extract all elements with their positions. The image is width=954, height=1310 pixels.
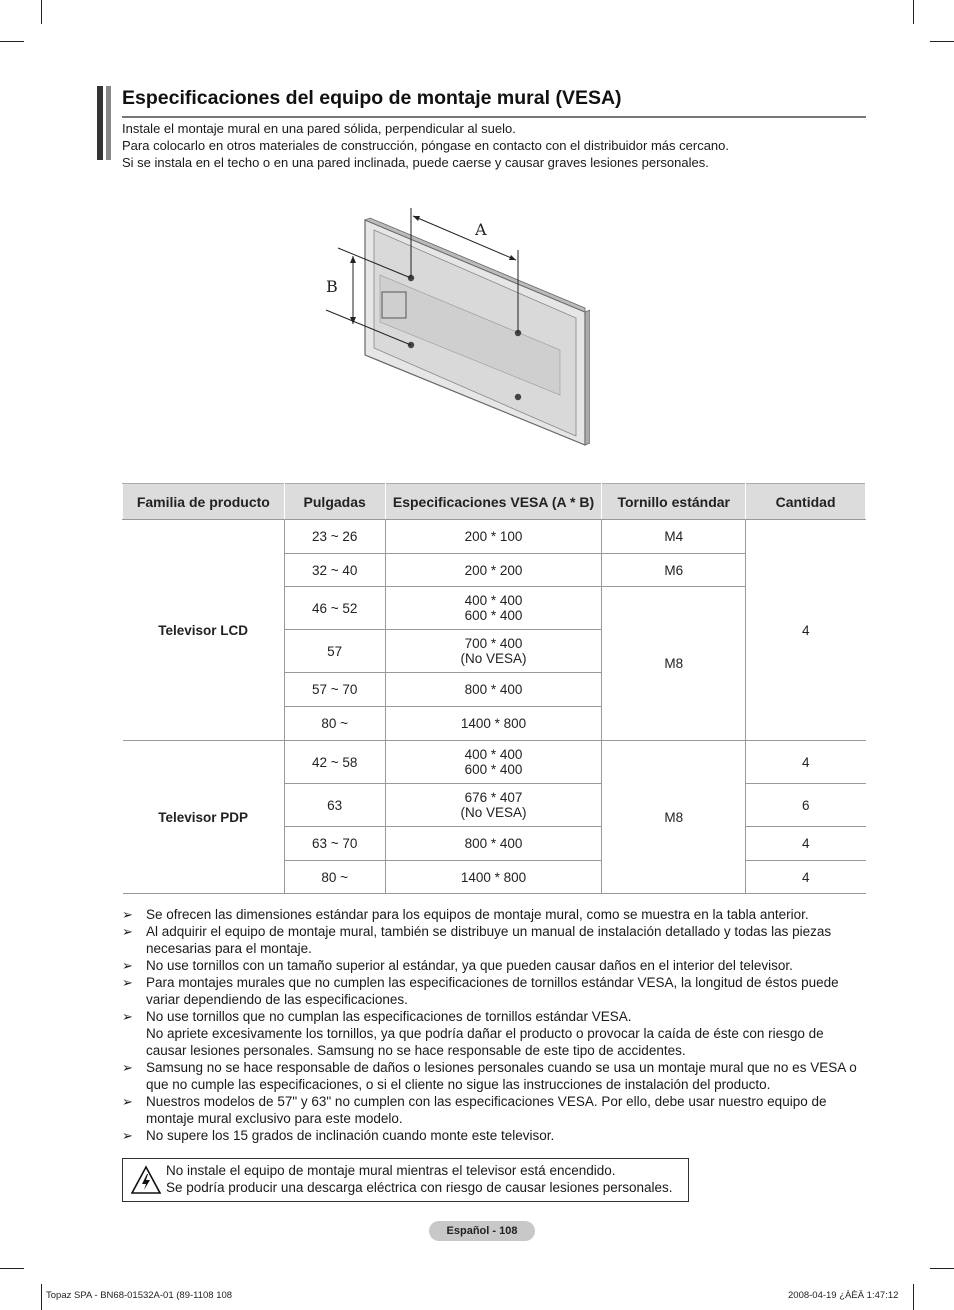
quantity-cell: 4 bbox=[746, 827, 866, 861]
vesa-cell: 200 * 100 bbox=[385, 520, 602, 554]
intro-text bbox=[122, 120, 862, 171]
note-item bbox=[122, 906, 866, 923]
warning-box bbox=[122, 1158, 689, 1202]
arrow-bullet-icon: ➢ bbox=[122, 1128, 133, 1143]
vesa-spec-table bbox=[122, 483, 866, 894]
family-pdp: Televisor PDP bbox=[123, 741, 285, 894]
crop-mark bbox=[0, 41, 24, 42]
warning-text bbox=[166, 1162, 673, 1196]
vesa-cell: 1400 * 800 bbox=[385, 707, 602, 741]
note-text: No supere los 15 grados de inclinación cuando monte este televisor. bbox=[146, 1128, 555, 1143]
vesa-cell bbox=[385, 630, 602, 673]
inches-cell: 63 ~ 70 bbox=[284, 827, 385, 861]
mount-hole bbox=[515, 394, 521, 400]
footer-right: 2008-04-19 ¿ÀÈÄ 1:47:12 bbox=[788, 1290, 899, 1301]
quantity-cell: 4 bbox=[746, 520, 866, 741]
arrow-bullet-icon: ➢ bbox=[122, 1009, 133, 1024]
inches-cell: 57 bbox=[284, 630, 385, 673]
tv-back-diagram bbox=[320, 200, 590, 455]
warning-line: No instale el equipo de montaje mural mientras el televisor está encendido. bbox=[166, 1163, 616, 1178]
arrow-bullet-icon: ➢ bbox=[122, 958, 133, 973]
crop-mark bbox=[0, 1268, 24, 1269]
tv-side-edge bbox=[585, 310, 590, 445]
quantity-cell: 6 bbox=[746, 784, 866, 827]
arrow-bullet-icon: ➢ bbox=[122, 975, 133, 990]
vesa-line: 600 * 400 bbox=[464, 608, 523, 623]
arrow-bullet-icon: ➢ bbox=[122, 1094, 133, 1109]
crop-mark bbox=[913, 1284, 914, 1310]
note-text: Para montajes murales que no cumplen las especificaciones de tornillos estándar VESA, la longitud de éstos puede variar dependiendo de las especificaciones. bbox=[146, 975, 839, 1007]
notes-list bbox=[122, 906, 866, 1144]
vesa-cell bbox=[385, 741, 602, 784]
section-marker bbox=[97, 86, 103, 160]
inches-cell: 46 ~ 52 bbox=[284, 587, 385, 630]
crop-mark bbox=[41, 0, 42, 24]
page-title: Especificaciones del equipo de montaje mural (VESA) bbox=[122, 87, 866, 118]
note-item bbox=[122, 1093, 866, 1127]
inches-cell: 63 bbox=[284, 784, 385, 827]
note-item bbox=[122, 1059, 866, 1093]
table-header: Cantidad bbox=[746, 484, 866, 520]
screw-cell: M8 bbox=[602, 587, 746, 741]
note-item bbox=[122, 957, 866, 974]
table-header-row bbox=[123, 484, 866, 520]
table-header: Tornillo estándar bbox=[602, 484, 746, 520]
vesa-line: 676 * 407 bbox=[464, 790, 523, 805]
arrowhead bbox=[509, 255, 516, 260]
note-text: No use tornillos con un tamaño superior al estándar, ya que pueden causar daños en el interior del televisor. bbox=[146, 958, 793, 973]
vesa-line: 400 * 400 bbox=[464, 747, 523, 762]
note-item bbox=[122, 974, 866, 1008]
table-header: Familia de producto bbox=[123, 484, 285, 520]
inches-cell: 80 ~ bbox=[284, 707, 385, 741]
table-header: Especificaciones VESA (A * B) bbox=[385, 484, 602, 520]
vesa-cell: 800 * 400 bbox=[385, 673, 602, 707]
note-item bbox=[122, 1008, 866, 1059]
arrowhead bbox=[350, 256, 356, 263]
intro-line: Instale el montaje mural en una pared sólida, perpendicular al suelo. bbox=[122, 121, 516, 136]
vesa-cell: 800 * 400 bbox=[385, 827, 602, 861]
crop-mark bbox=[930, 1268, 954, 1269]
vesa-cell bbox=[385, 587, 602, 630]
vesa-line: (No VESA) bbox=[460, 651, 527, 666]
screw-cell: M6 bbox=[602, 554, 746, 587]
vesa-cell: 200 * 200 bbox=[385, 554, 602, 587]
arrow-bullet-icon: ➢ bbox=[122, 924, 133, 939]
inches-cell: 42 ~ 58 bbox=[284, 741, 385, 784]
family-lcd: Televisor LCD bbox=[123, 520, 285, 741]
vesa-cell bbox=[385, 784, 602, 827]
screw-cell: M8 bbox=[602, 741, 746, 894]
quantity-cell: 4 bbox=[746, 741, 866, 784]
intro-line: Si se instala en el techo o en una pared inclinada, puede caerse y causar graves lesiones personales. bbox=[122, 155, 709, 170]
table-row bbox=[123, 741, 866, 784]
crop-mark bbox=[913, 0, 914, 24]
inches-cell: 32 ~ 40 bbox=[284, 554, 385, 587]
dimension-b-label: B bbox=[326, 277, 338, 296]
arrowhead bbox=[413, 216, 420, 221]
warning-line: Se podría producir una descarga eléctrica con riesgo de causar lesiones personales. bbox=[166, 1180, 673, 1195]
quantity-cell: 4 bbox=[746, 861, 866, 894]
warning-icon bbox=[131, 1165, 161, 1200]
section-marker-secondary bbox=[106, 86, 111, 160]
vesa-line: 400 * 400 bbox=[464, 593, 523, 608]
note-text: No use tornillos que no cumplan las especificaciones de tornillos estándar VESA. bbox=[146, 1009, 632, 1024]
screw-cell: M4 bbox=[602, 520, 746, 554]
dimension-a-label: A bbox=[475, 220, 487, 239]
table-header: Pulgadas bbox=[284, 484, 385, 520]
inches-cell: 57 ~ 70 bbox=[284, 673, 385, 707]
note-text: Samsung no se hace responsable de daños o lesiones personales cuando se usa un montaje mural que no es VESA o que no cumple las especificaciones, o si el cliente no sigue las instrucciones de instalación del producto. bbox=[146, 1060, 857, 1092]
note-item bbox=[122, 923, 866, 957]
vesa-cell: 1400 * 800 bbox=[385, 861, 602, 894]
table-row bbox=[123, 520, 866, 554]
note-text: Nuestros modelos de 57" y 63" no cumplen con las especificaciones VESA. Por ello, debe usar nuestro equipo de montaje mural exclusivo para este modelo. bbox=[146, 1094, 827, 1126]
note-text: No apriete excesivamente los tornillos, ya que podría dañar el producto o provocar la caída de éste con riesgo de causar lesiones personales. Samsung no se hace responsable de este tipo de accidentes. bbox=[146, 1026, 824, 1058]
inches-cell: 80 ~ bbox=[284, 861, 385, 894]
inches-cell: 23 ~ 26 bbox=[284, 520, 385, 554]
vesa-line: 600 * 400 bbox=[464, 762, 523, 777]
note-item bbox=[122, 1127, 866, 1144]
vesa-line: (No VESA) bbox=[460, 805, 527, 820]
footer-left: Topaz SPA - BN68-01532A-01 (89-1108 108 bbox=[46, 1290, 233, 1301]
intro-line: Para colocarlo en otros materiales de construcción, póngase en contacto con el distribuidor más cercano. bbox=[122, 138, 729, 153]
note-text: Se ofrecen las dimensiones estándar para los equipos de montaje mural, como se muestra en la tabla anterior. bbox=[146, 907, 809, 922]
note-text: Al adquirir el equipo de montaje mural, también se distribuye un manual de instalación detallado y todas las piezas necesarias para el montaje. bbox=[146, 924, 832, 956]
arrow-bullet-icon: ➢ bbox=[122, 907, 133, 922]
crop-mark bbox=[41, 1284, 42, 1310]
arrow-bullet-icon: ➢ bbox=[122, 1060, 133, 1075]
page-number-badge: Español - 108 bbox=[429, 1221, 535, 1241]
crop-mark bbox=[930, 41, 954, 42]
vesa-line: 700 * 400 bbox=[464, 636, 523, 651]
